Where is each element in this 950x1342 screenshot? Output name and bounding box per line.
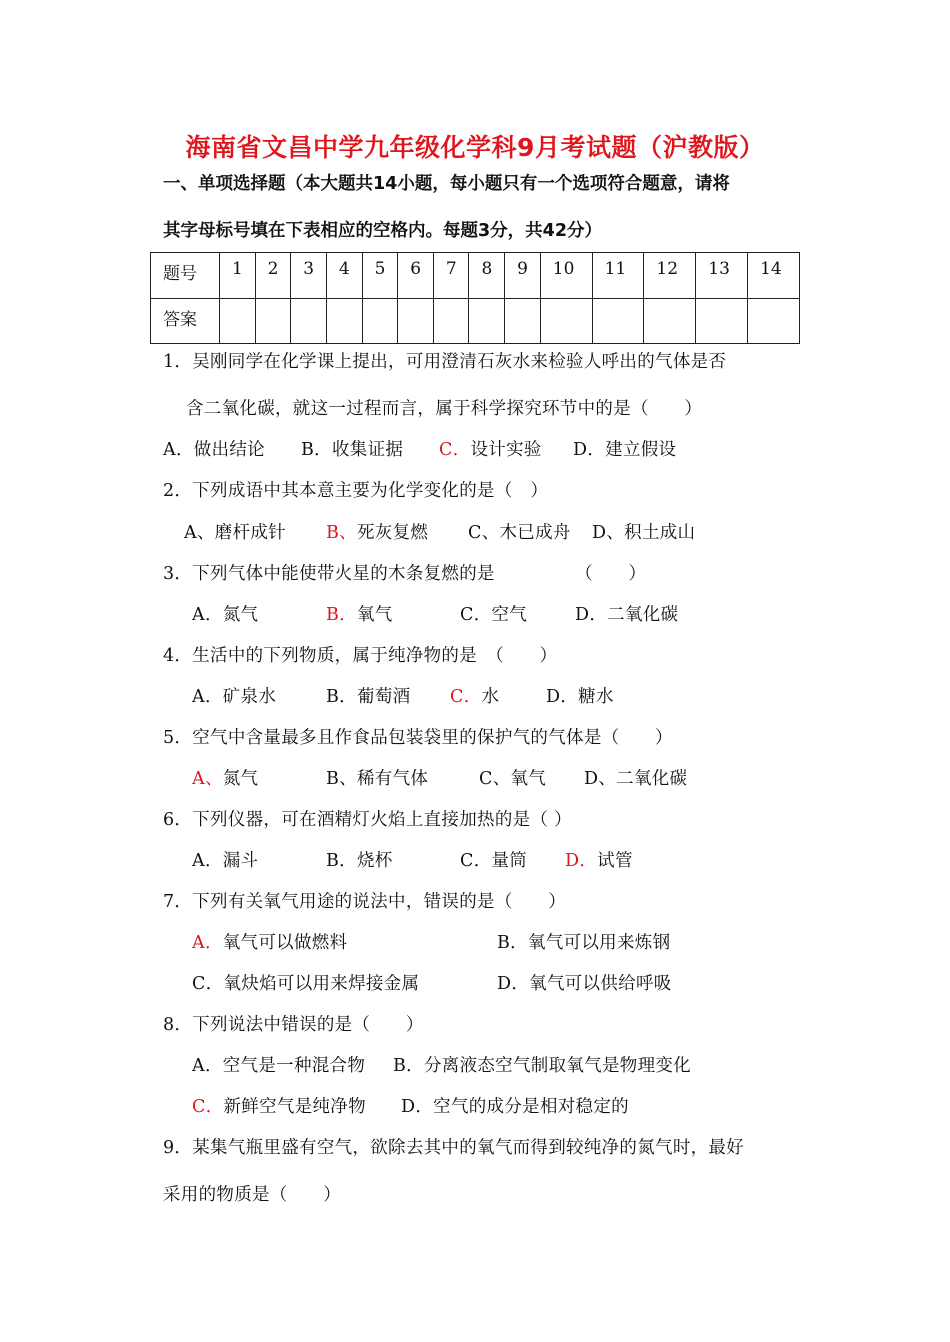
option-d: D．二氧化碳: [575, 605, 679, 625]
question-5-options: [192, 765, 687, 790]
question-7-option-c: C．氧炔焰可以用来焊接金属: [192, 974, 420, 994]
option-d-marked: D．试管: [565, 851, 633, 871]
section-heading-line1: 一、单项选择题（本大题共14小题，每小题只有一个选项符合题意，请将: [163, 174, 730, 194]
option-a: A．做出结论: [163, 440, 265, 460]
question-number-cell: 2: [255, 253, 291, 299]
answer-cell[interactable]: [469, 298, 505, 344]
answer-table-answer-row: [151, 298, 800, 344]
option-c: C．空气: [460, 605, 528, 625]
question-9-stem-line1: 9．某集气瓶里盛有空气，欲除去其中的氧气而得到较纯净的氮气时，最好: [163, 1138, 745, 1158]
option-b: B．葡萄酒: [326, 687, 411, 707]
answer-cell[interactable]: [644, 298, 696, 344]
question-7-option-b: B．氧气可以用来炼钢: [497, 933, 671, 953]
answer-cell[interactable]: [505, 298, 541, 344]
question-number-cell: 1: [220, 253, 256, 299]
option-d: D、积土成山: [592, 523, 696, 543]
row-header-answer: 答案: [151, 298, 220, 344]
question-number-cell: 7: [433, 253, 469, 299]
answer-cell[interactable]: [398, 298, 434, 344]
option-c-marked: C．设计实验: [439, 440, 542, 460]
question-number-cell: 6: [398, 253, 434, 299]
question-number-cell: 5: [362, 253, 398, 299]
option-c: C．量筒: [460, 851, 528, 871]
answer-table-number-row: [151, 253, 800, 299]
question-7-option-d: D．氧气可以供给呼吸: [497, 974, 672, 994]
answer-cell[interactable]: [748, 298, 800, 344]
option-c-marked: C．水: [450, 687, 500, 707]
question-number-cell: 3: [291, 253, 327, 299]
option-a: A．漏斗: [192, 851, 259, 871]
answer-cell[interactable]: [362, 298, 398, 344]
question-7-option-a-marked: A．氧气可以做燃料: [192, 933, 348, 953]
question-9-stem-line2: 采用的物质是（ ）: [163, 1185, 341, 1205]
section-heading-line2: 其字母标号填在下表相应的空格内。每题3分，共42分）: [163, 221, 603, 241]
question-number-cell: 11: [592, 253, 644, 299]
answer-cell[interactable]: [592, 298, 644, 344]
answer-cell[interactable]: [540, 298, 592, 344]
question-8-options-row1: [192, 1052, 691, 1077]
option-d: D．糖水: [546, 687, 614, 707]
option-d: D、二氧化碳: [584, 769, 688, 789]
option-a: A．氮气: [192, 605, 259, 625]
option-a: A、磨杆成针: [184, 523, 286, 543]
question-2-options: [184, 519, 695, 544]
option-a: A．空气是一种混合物: [192, 1056, 366, 1076]
option-d: D．空气的成分是相对稳定的: [401, 1097, 629, 1117]
question-7-stem: 7．下列有关氧气用途的说法中，错误的是（ ）: [163, 892, 567, 912]
option-b: B．分离液态空气制取氧气是物理变化: [393, 1056, 691, 1076]
option-b: B、稀有气体: [326, 769, 429, 789]
option-c-marked: C．新鲜空气是纯净物: [192, 1097, 366, 1117]
option-b: B．烧杯: [326, 851, 393, 871]
question-5-stem: 5．空气中含量最多且作食品包装袋里的保护气的气体是（ ）: [163, 728, 673, 748]
question-number-cell: 8: [469, 253, 505, 299]
answer-cell[interactable]: [433, 298, 469, 344]
question-1-options: [163, 436, 676, 461]
question-number-cell: 4: [326, 253, 362, 299]
exam-title: 海南省文昌中学九年级化学科9月考试题（沪教版）: [185, 133, 765, 162]
question-1-stem-line1: 1．吴刚同学在化学课上提出，可用澄清石灰水来检验人呼出的气体是否: [163, 352, 727, 372]
option-a-marked: A、氮气: [192, 769, 259, 789]
option-b-marked: B．氧气: [326, 605, 393, 625]
answer-cell[interactable]: [291, 298, 327, 344]
answer-cell[interactable]: [326, 298, 362, 344]
question-number-cell: 13: [696, 253, 748, 299]
question-6-options: [192, 847, 633, 872]
answer-table: [150, 252, 800, 344]
question-2-stem: 2．下列成语中其本意主要为化学变化的是（ ）: [163, 481, 549, 501]
answer-cell[interactable]: [220, 298, 256, 344]
option-b: B．收集证据: [301, 440, 404, 460]
question-number-cell: 10: [540, 253, 592, 299]
option-b-marked: B、死灰复燃: [326, 523, 429, 543]
answer-cell[interactable]: [696, 298, 748, 344]
answer-cell[interactable]: [255, 298, 291, 344]
option-d: D．建立假设: [573, 440, 677, 460]
question-4-options: [192, 683, 614, 708]
option-c: C、氧气: [479, 769, 547, 789]
question-8-options-row2: [192, 1093, 629, 1118]
question-3-options: [192, 601, 678, 626]
question-number-cell: 9: [505, 253, 541, 299]
row-header-number: 题号: [151, 253, 220, 299]
question-4-stem: 4．生活中的下列物质，属于纯净物的是 （ ）: [163, 646, 558, 666]
question-number-cell: 14: [748, 253, 800, 299]
question-3-stem: 3．下列气体中能使带火星的木条复燃的是 （ ）: [163, 564, 647, 584]
question-6-stem: 6．下列仪器，可在酒精灯火焰上直接加热的是（ ）: [163, 810, 572, 830]
question-8-stem: 8．下列说法中错误的是（ ）: [163, 1015, 424, 1035]
question-number-cell: 12: [644, 253, 696, 299]
option-a: A．矿泉水: [192, 687, 277, 707]
question-1-stem-line2: 含二氧化碳，就这一过程而言，属于科学探究环节中的是（ ）: [186, 399, 703, 419]
option-c: C、木已成舟: [468, 523, 571, 543]
